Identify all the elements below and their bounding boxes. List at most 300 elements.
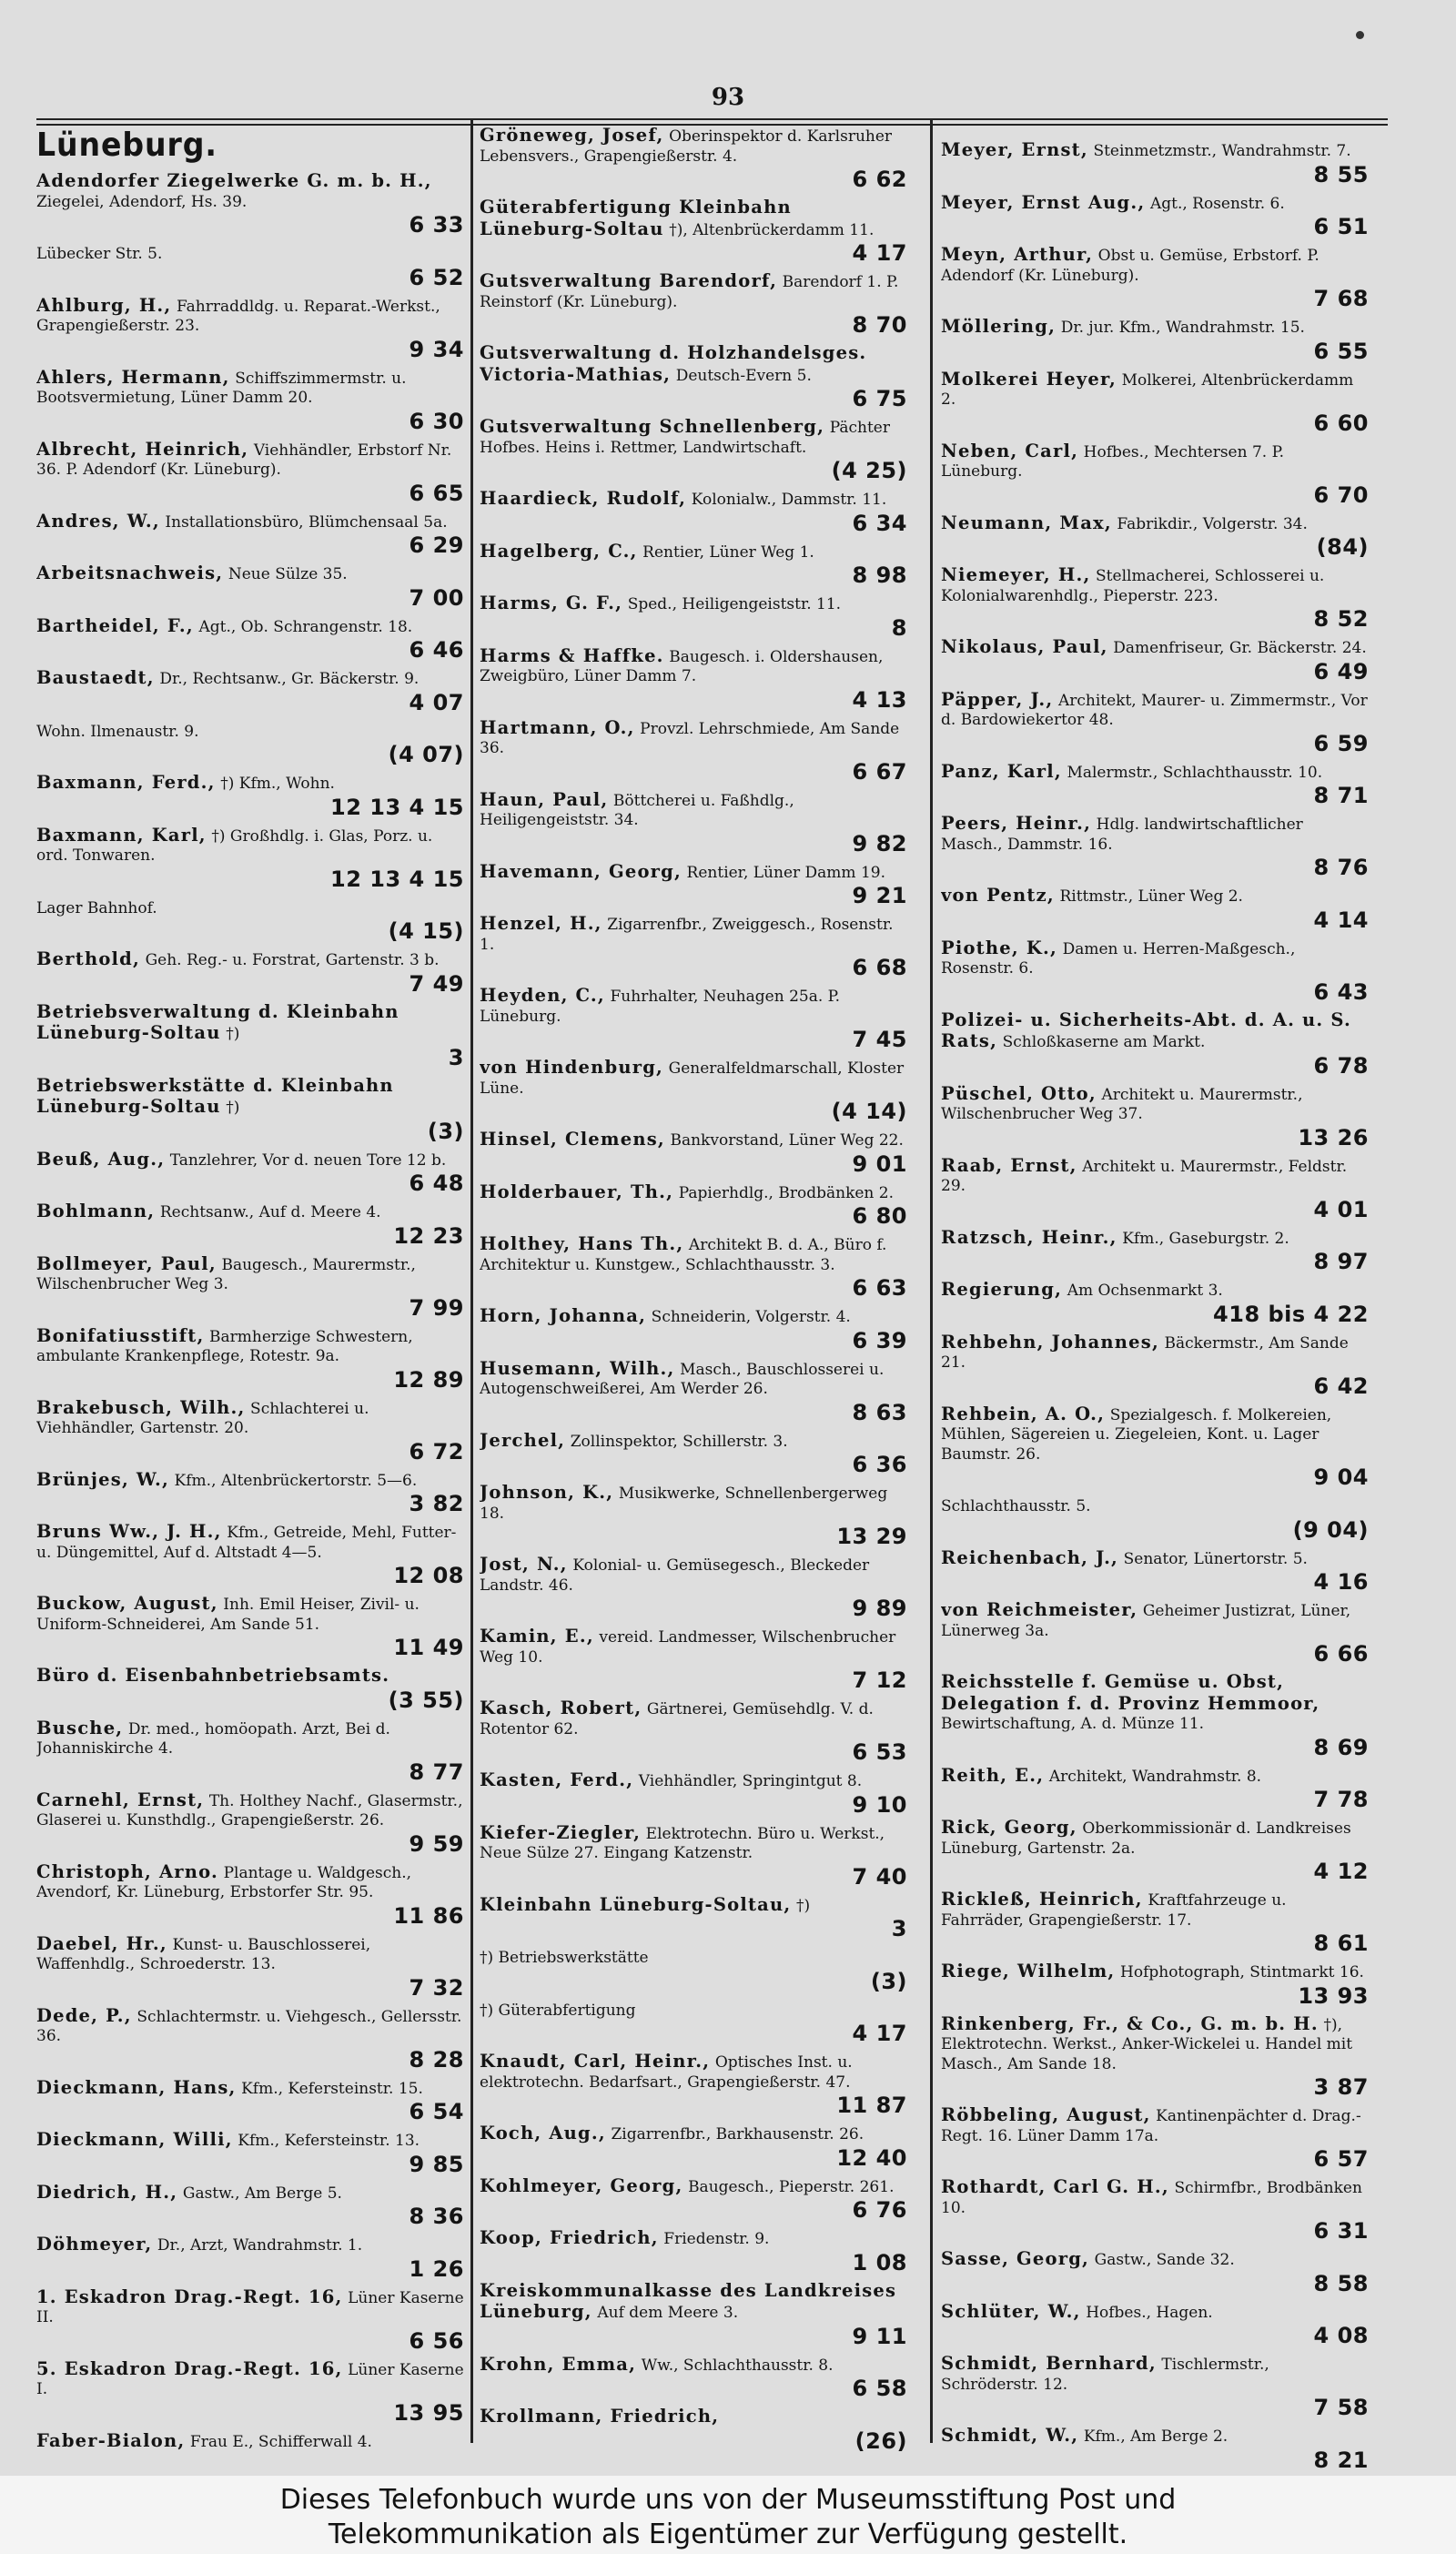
entry-text [480, 1058, 907, 1099]
entry-name: Rick, Georg, [941, 1817, 1077, 1838]
directory-entry [480, 1947, 907, 1994]
entry-text [480, 1627, 907, 1667]
entry-description: Spezialgesch. f. Molkereien, Mühlen, Sägereien u. Ziegeleien, Kont. u. Lager Baumstr. 26. [941, 1405, 1332, 1464]
entry-description: Bankvorstand, Lüner Weg 22. [670, 1131, 904, 1150]
entry-text [941, 814, 1369, 855]
entry-text [480, 646, 907, 687]
entry-text [941, 2354, 1369, 2395]
entry-name: Krollmann, Friedrich, [480, 2406, 720, 2427]
phone-number: 4 17 [852, 240, 907, 266]
phone-number: 4 12 [1313, 1859, 1369, 1884]
phone-number: 8 [891, 614, 907, 641]
entry-text [941, 690, 1369, 731]
entry-description: Kolonial- u. Gemüsegesch., Bleckeder Landstr. 46. [480, 1556, 870, 1595]
phone-number: 6 57 [1313, 2146, 1369, 2172]
entry-text [480, 1431, 907, 1453]
entry-description: Kfm., Getreide, Mehl, Futter- u. Düngemittel, Auf d. Altstadt 4—5. [36, 1524, 457, 1562]
entry-text [941, 193, 1369, 215]
entry-description: Kraftfahrzeuge u. Fahrräder, Grapengießerstr. 17. [941, 1891, 1287, 1930]
entry-description: Sped., Heiligengeiststr. 11. [627, 595, 842, 613]
entry-name: Piothe, K., [941, 937, 1057, 958]
entry-text [941, 441, 1369, 482]
phone-number: 8 98 [852, 562, 907, 588]
entry-description: Musikwerke, Schnellenbergerweg 18. [480, 1485, 888, 1523]
entry-text [941, 513, 1369, 535]
phone-number: 1 08 [852, 2249, 907, 2275]
entry-name: Betriebsverwaltung d. Kleinbahn Lüneburg-Soltau [36, 1000, 399, 1043]
entry-description: †), Altenbrückerdamm 11. [669, 220, 875, 239]
entry-name: Bartheidel, F., [36, 614, 194, 636]
directory-entry [480, 2281, 907, 2349]
directory-column-3 [941, 140, 1369, 2470]
directory-entry [36, 2006, 464, 2073]
entry-text [941, 1495, 1369, 1517]
entry-text [941, 1766, 1369, 1788]
entry-name: Hagelberg, C., [480, 540, 638, 562]
entry-name: Möllering, [941, 316, 1057, 337]
phone-number: 7 58 [1313, 2395, 1369, 2420]
phone-number: 12 08 [393, 1563, 464, 1588]
directory-entry [36, 668, 464, 715]
entry-description: Viehhändler, Erbstorf Nr. 36. P. Adendorf (Kr. Lüneburg). [36, 441, 452, 479]
phone-number: 9 59 [409, 1830, 464, 1857]
entry-text [480, 2281, 907, 2324]
directory-entry [36, 512, 464, 559]
entry-description: Dr., Rechtsanw., Gr. Bäckerstr. 9. [159, 670, 420, 688]
phone-number: 9 04 [1313, 1464, 1369, 1490]
entry-description: Rechtsanw., Auf d. Meere 4. [159, 1203, 381, 1221]
entry-name: Koop, Friedrich, [480, 2227, 659, 2248]
phone-number: 418 bis 4 22 [1213, 1301, 1369, 1327]
entry-description: †) Betriebswerkstätte [480, 1949, 649, 1967]
footer-line-2: Telekommunikation als Eigentümer zur Verfügung gestellt. [328, 2519, 1128, 2550]
entry-name: Kasten, Ferd., [480, 1769, 634, 1790]
entry-name: Neben, Carl, [941, 440, 1079, 461]
directory-entry [36, 2078, 464, 2125]
phone-number: 9 82 [852, 830, 907, 856]
phone-number: (4 25) [831, 458, 907, 483]
entry-description: Lager Bahnhof. [36, 898, 157, 917]
directory-entry [36, 440, 464, 506]
entry-name: Bohlmann, [36, 1201, 156, 1221]
entry-name: Regierung, [941, 1279, 1063, 1300]
phone-number: 4 01 [1313, 1196, 1369, 1222]
directory-entry [480, 489, 907, 536]
entry-description: Hdlg. landwirtschaftlicher Masch., Dammstr. 16. [941, 816, 1303, 854]
entry-name: Raab, Ernst, [941, 1154, 1077, 1176]
entry-name: von Reichmeister, [941, 1599, 1138, 1620]
entry-description: Gastw., Sande 32. [1094, 2251, 1235, 2269]
entry-description: Damen u. Herren-Maßgesch., Rosenstr. 6. [941, 939, 1296, 978]
entry-text [480, 1182, 907, 1204]
phone-number: 9 10 [852, 1791, 907, 1818]
phone-number: 3 82 [409, 1491, 464, 1516]
directory-entry [36, 949, 464, 997]
entry-text [941, 762, 1369, 784]
directory-entry [941, 762, 1369, 809]
entry-description: Kolonialw., Dammstr. 11. [691, 491, 887, 509]
entry-description: Geheimer Justizrat, Lüner, Lünerweg 3a. [941, 1602, 1351, 1640]
entry-description: Ziegelei, Adendorf, Hs. 39. [36, 192, 248, 211]
entry-text [941, 1404, 1369, 1465]
phone-number: 11 86 [393, 1902, 464, 1929]
phone-number: 4 07 [409, 689, 464, 715]
directory-entry [941, 1495, 1369, 1543]
phone-number: 3 [891, 1916, 907, 1941]
directory-entry [480, 198, 907, 266]
entry-text [480, 1130, 907, 1151]
entry-text [480, 343, 907, 386]
entry-text [941, 1548, 1369, 1570]
directory-entry [480, 126, 907, 192]
entry-name: Röbbeling, August, [941, 2104, 1151, 2125]
entry-description: Auf dem Meere 3. [597, 2304, 739, 2322]
phone-number: 6 42 [1313, 1373, 1369, 1399]
entry-text [941, 1228, 1369, 1250]
phone-number: 8 52 [1313, 606, 1369, 632]
entry-name: Polizei- u. Sicherheits-Abt. d. A. u. S. Rats, [941, 1008, 1351, 1051]
entry-text [480, 2407, 907, 2428]
directory-entry [480, 1431, 907, 1478]
entry-text [480, 2052, 907, 2093]
entry-description: Architekt, Wandrahmstr. 8. [1048, 1767, 1262, 1786]
directory-entry [36, 2431, 464, 2451]
entry-name: Ahlburg, H., [36, 294, 172, 316]
entry-description: Plantage u. Waldgesch., Avendorf, Kr. Lüneburg, Erbstorfer Str. 95. [36, 1863, 412, 1901]
entry-name: Rehbehn, Johannes, [941, 1331, 1159, 1353]
directory-entry [480, 914, 907, 980]
entry-description: Kantinenpächter d. Drag.-Regt. 16. Lüner Damm 17a. [941, 2107, 1361, 2145]
entry-text [941, 637, 1369, 659]
entry-description: †) [226, 1099, 240, 1117]
entry-name: Diedrich, H., [36, 2181, 178, 2203]
entry-description: Stellmacherei, Schlosserei u. Kolonialwarenhdlg., Pieperstr. 223. [941, 567, 1325, 605]
entry-name: Bollmeyer, Paul, [36, 1252, 217, 1274]
directory-entry [480, 1698, 907, 1765]
entry-text [480, 2000, 907, 2022]
directory-entry [480, 1483, 907, 1549]
directory-entry [941, 513, 1369, 561]
directory-entry [941, 1766, 1369, 1813]
entry-description: Inh. Emil Heiser, Zivil- u. Uniform-Schneiderei, Am Sande 51. [36, 1596, 420, 1634]
entry-name: Schmidt, W., [941, 2425, 1079, 2446]
phone-number: 12 40 [836, 2144, 907, 2171]
entry-text [36, 1594, 464, 1635]
phone-number: 6 56 [409, 2327, 464, 2354]
phone-number: 11 87 [836, 2093, 907, 2118]
phone-number: (4 15) [388, 918, 464, 944]
entry-text [941, 1156, 1369, 1197]
directory-entry [36, 2183, 464, 2230]
entry-description: Agt., Ob. Schrangenstr. 18. [198, 617, 413, 636]
entry-text [941, 1890, 1369, 1931]
entry-description: Rentier, Lüner Damm 19. [686, 863, 885, 882]
entry-name: Holthey, Hans Th., [480, 1233, 684, 1254]
directory-entry [480, 1130, 907, 1177]
entry-description: Fahrraddldg. u. Reparat.-Werkst., Grapengießerstr. 23. [36, 297, 440, 335]
phone-number: 8 61 [1313, 1931, 1369, 1956]
entry-name: Kleinbahn Lüneburg-Soltau, [480, 1893, 792, 1915]
entry-description: Rittmstr., Lüner Weg 2. [1059, 887, 1243, 906]
directory-entry [36, 1150, 464, 1197]
entry-text [36, 440, 464, 481]
entry-name: von Pentz, [941, 885, 1055, 906]
entry-description: Schiffszimmermstr. u. Bootsvermietung, Lüner Damm 20. [36, 369, 407, 407]
entry-description: Wohn. Ilmenaustr. 9. [36, 722, 199, 741]
phone-number: (4 07) [388, 742, 464, 767]
entry-name: Rinkenberg, Fr., & Co., G. m. b. H. [941, 2012, 1319, 2034]
directory-entry [36, 721, 464, 768]
phone-number: 6 39 [852, 1327, 907, 1353]
entry-description: Bewirtschaftung, A. d. Münze 11. [941, 1715, 1205, 1733]
entry-name: Peers, Heinr., [941, 813, 1092, 834]
entry-text [480, 1698, 907, 1739]
entry-text [480, 489, 907, 511]
entry-description: Architekt u. Maurermstr., Wilschenbrucher Weg 37. [941, 1085, 1303, 1123]
entry-text [36, 2235, 464, 2256]
phone-number: 4 13 [852, 686, 907, 713]
entry-description: Masch., Bauschlosserei u. Autogenschweißerei, Am Werder 26. [480, 1360, 885, 1398]
directory-entry [36, 1326, 464, 1393]
phone-number: 6 54 [409, 2099, 464, 2124]
directory-entry [36, 1076, 464, 1144]
entry-text [480, 271, 907, 312]
phone-number: 8 97 [1313, 1249, 1369, 1274]
entry-description: Optisches Inst. u. elektrotechn. Bedarfsart., Grapengießerstr. 47. [480, 2053, 853, 2092]
entry-name: 5. Eskadron Drag.-Regt. 16, [36, 2357, 343, 2379]
entry-text [36, 296, 464, 337]
directory-entry [36, 1790, 464, 1857]
entry-description: Installationsbüro, Blümchensaal 5a. [165, 512, 448, 532]
entry-description: Architekt B. d. A., Büro f. Architektur u. Kunstgew., Schlachthausstr. 3. [480, 1236, 887, 1274]
directory-entry [36, 1666, 464, 1713]
entry-description: Th. Holthey Nachf., Glasermstr., Glaserei u. Kunsthdlg., Grapengießerstr. 26. [36, 1791, 463, 1829]
entry-name: 1. Eskadron Drag.-Regt. 16, [36, 2285, 343, 2307]
directory-entry [480, 1823, 907, 1890]
entry-description: vereid. Landmesser, Wilschenbrucher Weg 10. [480, 1628, 896, 1667]
phone-number: 7 40 [852, 1863, 907, 1890]
phone-number: 6 31 [1313, 2218, 1369, 2244]
entry-description: Kfm., Gaseburgstr. 2. [1122, 1229, 1289, 1248]
entry-description: Obst u. Gemüse, Erbstorf. P. Adendorf (Kr. Lüneburg). [941, 247, 1320, 285]
phone-number: 6 62 [852, 167, 907, 192]
entry-description: Bäckermstr., Am Sande 21. [941, 1333, 1349, 1372]
entry-text [480, 914, 907, 955]
phone-number: 6 80 [852, 1203, 907, 1229]
entry-text [941, 938, 1369, 979]
entry-description: Damenfriseur, Gr. Bäckerstr. 24. [1113, 639, 1367, 657]
entry-text [36, 243, 464, 265]
entry-description: Generalfeldmarschall, Kloster Lüne. [480, 1059, 905, 1098]
phone-number: 1 26 [409, 2255, 464, 2282]
phone-number: 13 26 [1298, 1124, 1369, 1150]
entry-description: Steinmetzmstr., Wandrahmstr. 7. [1093, 142, 1351, 160]
phone-number: 7 68 [1313, 286, 1369, 311]
entry-description: Schlachtermstr. u. Viehgesch., Gellersstr. 36. [36, 2007, 462, 2045]
directory-entry [941, 2302, 1369, 2349]
entry-description: Lübecker Str. 5. [36, 245, 163, 263]
entry-description: Frau E., Schifferwall 4. [189, 2432, 372, 2450]
entry-description: Senator, Lünertorstr. 5. [1123, 1549, 1308, 1568]
directory-entry [941, 1890, 1369, 1956]
entry-name: Arbeitsnachweis, [36, 562, 224, 583]
phone-number: 11 49 [393, 1635, 464, 1660]
entry-name: Döhmeyer, [36, 2234, 153, 2255]
entry-name: Reichsstelle f. Gemüse u. Obst, Delegation f. d. Provinz Hemmoor, [941, 1671, 1320, 1714]
phone-number: 6 46 [409, 637, 464, 663]
directory-entry [36, 897, 464, 945]
phone-number: 7 45 [852, 1027, 907, 1052]
entry-text [36, 1076, 464, 1119]
entry-name: Hinsel, Clemens, [480, 1129, 665, 1150]
phone-number: 6 30 [409, 408, 464, 434]
entry-description: Böttcherei u. Faßhdlg., Heiligengeiststr. 34. [480, 791, 794, 829]
phone-number: 6 59 [1313, 730, 1369, 756]
directory-entry [941, 1548, 1369, 1596]
directory-entry [480, 343, 907, 411]
directory-entry [36, 773, 464, 820]
entry-text [36, 1254, 464, 1295]
directory-entry [480, 1058, 907, 1124]
entry-description: Architekt u. Maurermstr., Feldstr. 29. [941, 1157, 1348, 1195]
entry-text [36, 1150, 464, 1171]
directory-entry [941, 1600, 1369, 1667]
entry-text [480, 542, 907, 563]
entry-description: Schlachthausstr. 5. [941, 1497, 1091, 1515]
entry-text [941, 2249, 1369, 2271]
entry-text [480, 718, 907, 759]
directory-entry [36, 1862, 464, 1929]
entry-text [480, 2123, 907, 2145]
entry-text [941, 2014, 1369, 2075]
phone-number: 4 16 [1313, 1569, 1369, 1595]
phone-number: 6 53 [852, 1739, 907, 1765]
directory-entry [480, 646, 907, 713]
entry-description: Kfm., Altenbrückertorstr. 5—6. [174, 1471, 418, 1490]
directory-entry [480, 2355, 907, 2402]
entry-description: Zigarrenfbr., Zweiggesch., Rosenstr. 1. [480, 916, 894, 954]
entry-text [941, 886, 1369, 907]
entry-name: Gröneweg, Josef, [480, 126, 664, 146]
entry-description: Fabrikdir., Volgerstr. 34. [1117, 514, 1308, 533]
phone-number: 3 [448, 1044, 464, 1070]
ownership-notice [0, 2476, 1456, 2554]
phone-number: 12 89 [393, 1366, 464, 1393]
entry-text [36, 1862, 464, 1903]
entry-description: Deutsch-Evern 5. [675, 366, 812, 385]
directory-column-2 [480, 126, 907, 2456]
entry-text [36, 2359, 464, 2400]
entry-description: Dr. jur. Kfm., Wandrahmstr. 15. [1060, 319, 1305, 337]
entry-description: Viehhändler, Springintgut 8. [638, 1772, 863, 1790]
directory-entry [941, 886, 1369, 933]
directory-entry [480, 1306, 907, 1353]
entry-description: Am Ochsenmarkt 3. [1067, 1282, 1223, 1300]
entry-text [941, 565, 1369, 606]
entry-description: Kfm., Am Berge 2. [1083, 2427, 1228, 2446]
entry-name: Kreiskommunalkasse des Landkreises Lüneburg, [480, 2279, 897, 2322]
entry-name: Gutsverwaltung Schnellenberg, [480, 416, 825, 437]
entry-name: Horn, Johanna, [480, 1305, 647, 1326]
entry-name: Bruns Ww., J. H., [36, 1521, 222, 1542]
entry-description: Zollinspektor, Schillerstr. 3. [570, 1432, 788, 1451]
entry-name: Harms, G. F., [480, 593, 623, 613]
entry-name: Neumann, Max, [941, 512, 1112, 533]
phone-number: 8 69 [1313, 1734, 1369, 1760]
entry-description: †), Elektrotechn. Werkst., Anker-Wickelei u. Handel mit Masch., Am Sande 18. [941, 2015, 1353, 2073]
entry-text [941, 1084, 1369, 1125]
phone-number: 6 78 [1313, 1052, 1369, 1079]
directory-entry [941, 565, 1369, 632]
entry-description: Gärtnerei, Gemüsehdlg. V. d. Rotentor 62. [480, 1700, 874, 1738]
directory-entry [941, 193, 1369, 240]
entry-name: Bonifatiusstift, [36, 1324, 205, 1346]
directory-entry [941, 1961, 1369, 2009]
directory-entry [480, 417, 907, 483]
entry-name: Berthold, [36, 948, 140, 969]
entry-text [36, 826, 464, 867]
directory-entry [941, 1228, 1369, 1275]
phone-number: 6 70 [1313, 481, 1369, 508]
entry-description: Elektrotechn. Büro u. Werkst., Neue Sülze 27. Eingang Katzenstr. [480, 1824, 885, 1862]
entry-name: Kamin, E., [480, 1626, 594, 1647]
entry-description: Barmherzige Schwestern, ambulante Krankenpflege, Rotestr. 9a. [36, 1327, 413, 1365]
entry-text [36, 1201, 464, 1223]
directory-entry [941, 1672, 1369, 1760]
phone-number: 9 85 [409, 2151, 464, 2177]
phone-number: 9 21 [852, 883, 907, 908]
phone-number: 8 55 [1313, 161, 1369, 187]
entry-name: Holderbauer, Th., [480, 1181, 674, 1202]
phone-number: 8 28 [409, 2046, 464, 2073]
entry-name: Meyer, Ernst, [941, 140, 1088, 160]
entry-name: Schmidt, Bernhard, [941, 2353, 1157, 2374]
entry-description: Friedenstr. 9. [663, 2230, 770, 2248]
entry-description: Kfm., Kefersteinstr. 15. [241, 2079, 423, 2098]
phone-number: 8 71 [1313, 783, 1369, 808]
phone-number: 8 76 [1313, 855, 1369, 880]
entry-text [36, 512, 464, 533]
phone-number: 12 13 4 15 [330, 866, 464, 892]
phone-number: 6 48 [409, 1171, 464, 1196]
phone-number: 6 63 [852, 1275, 907, 1301]
entry-name: Gutsverwaltung d. Holzhandelsges. Victoria-Mathias, [480, 342, 867, 385]
entry-text [480, 126, 907, 167]
entry-text [480, 986, 907, 1027]
directory-entry [480, 1555, 907, 1621]
entry-description: Baugesch. i. Oldershausen, Zweigbüro, Lüner Damm 7. [480, 647, 884, 685]
entry-text [941, 1010, 1369, 1053]
phone-number: 7 00 [409, 584, 464, 611]
entry-description: Tanzlehrer, Vor d. neuen Tore 12 b. [169, 1150, 447, 1170]
entry-name: Husemann, Wilh., [480, 1357, 675, 1379]
entry-text [941, 140, 1369, 162]
entry-text [36, 1666, 464, 1687]
phone-number: (84) [1316, 534, 1369, 560]
entry-text [941, 370, 1369, 410]
phone-number: 7 49 [409, 970, 464, 997]
directory-entry [941, 1333, 1369, 1399]
entry-text [36, 773, 464, 795]
city-heading: Lüneburg. [36, 127, 217, 164]
directory-entry [941, 317, 1369, 364]
phone-number: 6 66 [1313, 1641, 1369, 1667]
directory-entry [480, 1182, 907, 1230]
directory-entry [36, 368, 464, 434]
phone-number: 8 58 [1313, 2270, 1369, 2296]
entry-description: Neue Sülze 35. [228, 565, 348, 583]
entry-name: Meyer, Ernst Aug., [941, 191, 1146, 213]
